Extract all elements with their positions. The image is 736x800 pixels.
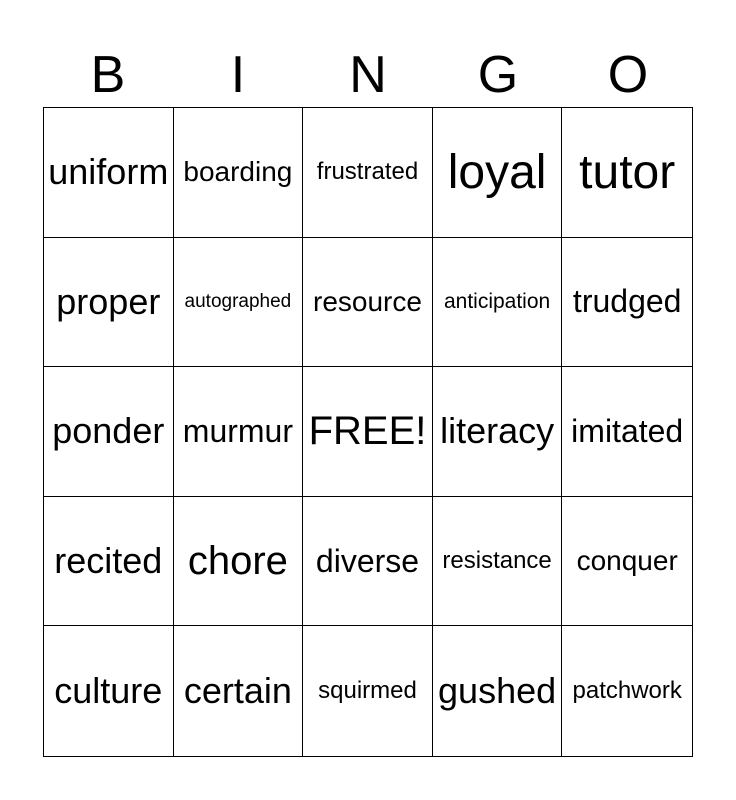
bingo-board: [43, 107, 693, 757]
bingo-cell[interactable]: gushed: [433, 626, 563, 756]
bingo-cell[interactable]: resource: [303, 238, 433, 368]
bingo-cell[interactable]: tutor: [562, 108, 692, 238]
header-letter-i: I: [230, 46, 246, 104]
bingo-cell[interactable]: ponder: [44, 367, 174, 497]
header-letter-n: N: [349, 46, 387, 104]
bingo-cell[interactable]: resistance: [433, 497, 563, 627]
bingo-cell[interactable]: recited: [44, 497, 174, 627]
header-letter-g: G: [477, 46, 519, 104]
bingo-cell[interactable]: anticipation: [433, 238, 563, 368]
bingo-cell[interactable]: squirmed: [303, 626, 433, 756]
bingo-cell[interactable]: imitated: [562, 367, 692, 497]
bingo-cell[interactable]: boarding: [174, 108, 304, 238]
bingo-cell[interactable]: culture: [44, 626, 174, 756]
bingo-cell[interactable]: certain: [174, 626, 304, 756]
bingo-cell[interactable]: autographed: [174, 238, 304, 368]
bingo-cell[interactable]: literacy: [433, 367, 563, 497]
bingo-cell[interactable]: frustrated: [303, 108, 433, 238]
header-letter-b: B: [90, 46, 126, 104]
header-letter-o: O: [607, 46, 649, 104]
bingo-cell[interactable]: proper: [44, 238, 174, 368]
bingo-cell[interactable]: uniform: [44, 108, 174, 238]
bingo-cell[interactable]: loyal: [433, 108, 563, 238]
bingo-cell[interactable]: trudged: [562, 238, 692, 368]
bingo-cell[interactable]: patchwork: [572, 677, 682, 705]
bingo-header: [43, 42, 693, 108]
free-space-cell[interactable]: FREE!: [303, 367, 433, 497]
bingo-cell[interactable]: diverse: [303, 497, 433, 627]
bingo-cell[interactable]: conquer: [562, 497, 692, 627]
bingo-cell[interactable]: chore: [174, 497, 304, 627]
bingo-cell[interactable]: murmur: [174, 367, 304, 497]
